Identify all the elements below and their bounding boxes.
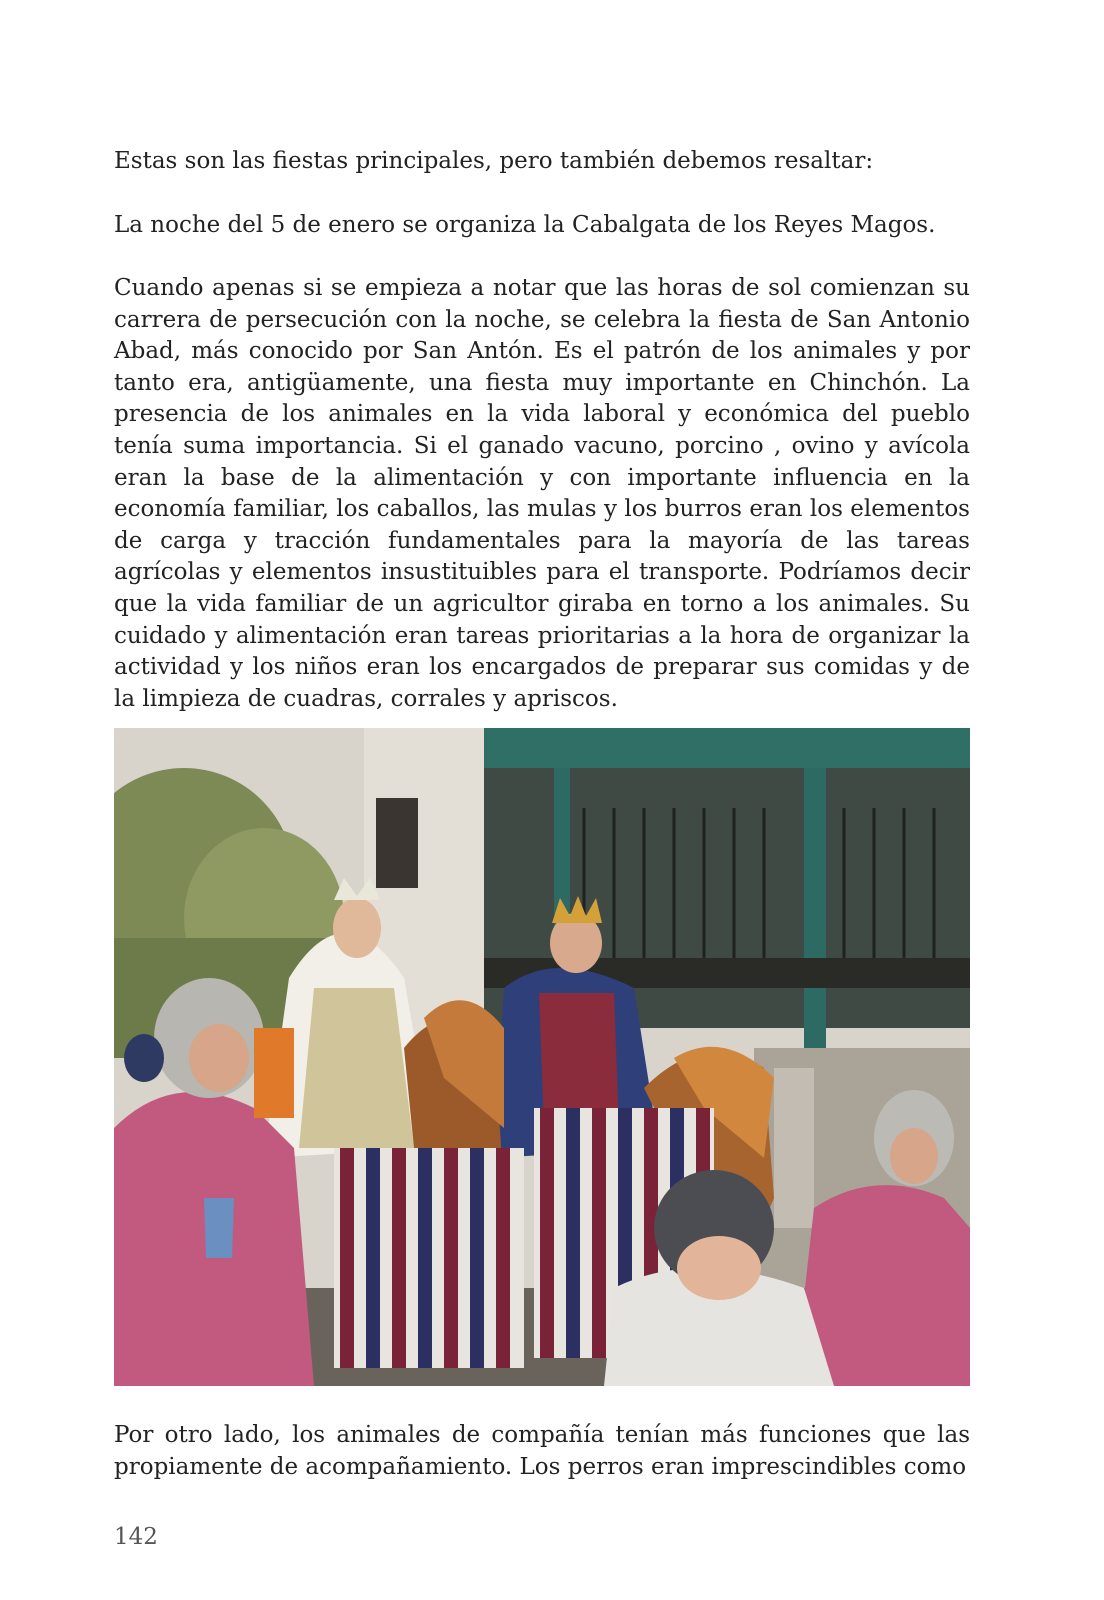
paragraph-companion-animals: Por otro lado, los animales de compañía tenían más funciones que las propiamente de acompañamiento. Los perros eran imprescindibles como: [114, 1422, 970, 1480]
paragraph-san-anton: Cuando apenas si se empieza a notar que las horas de sol comienzan su carrera de persecución con la noche, se celebra la fiesta de San Antonio Abad, más conocido por San Antón. Es el patrón de los animales y por tanto era, antigüamente, una fiesta muy importante en Chinchón. La presencia de los animales en la vida laboral y económica del pueblo tenía suma importancia. Si el ganado vacuno, porcino , ovino y avícola eran la base de la alimentación y con importante influencia en la economía familiar, los caballos, las mulas y los burros eran los elementos de carga y tracción fundamentales para la mayoría de las tareas agrícolas y elementos insustituibles para el transporte. Podríamos decir que la vida familiar de un agricultor giraba en torno a los animales. Su cuidado y alimentación eran tareas prioritarias a la hora de organizar la actividad y los niños eran los encargados de preparar sus comidas y de la limpieza de cuadras, corrales y apriscos.: [114, 275, 970, 712]
page-number: 142: [114, 1524, 158, 1550]
paragraph-intro: Estas son las fiestas principales, pero también debemos resaltar:: [114, 148, 874, 174]
paragraph-cabalgata: La noche del 5 de enero se organiza la Cabalgata de los Reyes Magos.: [114, 212, 936, 238]
photo-reyes-magos-procession: [114, 728, 970, 1386]
